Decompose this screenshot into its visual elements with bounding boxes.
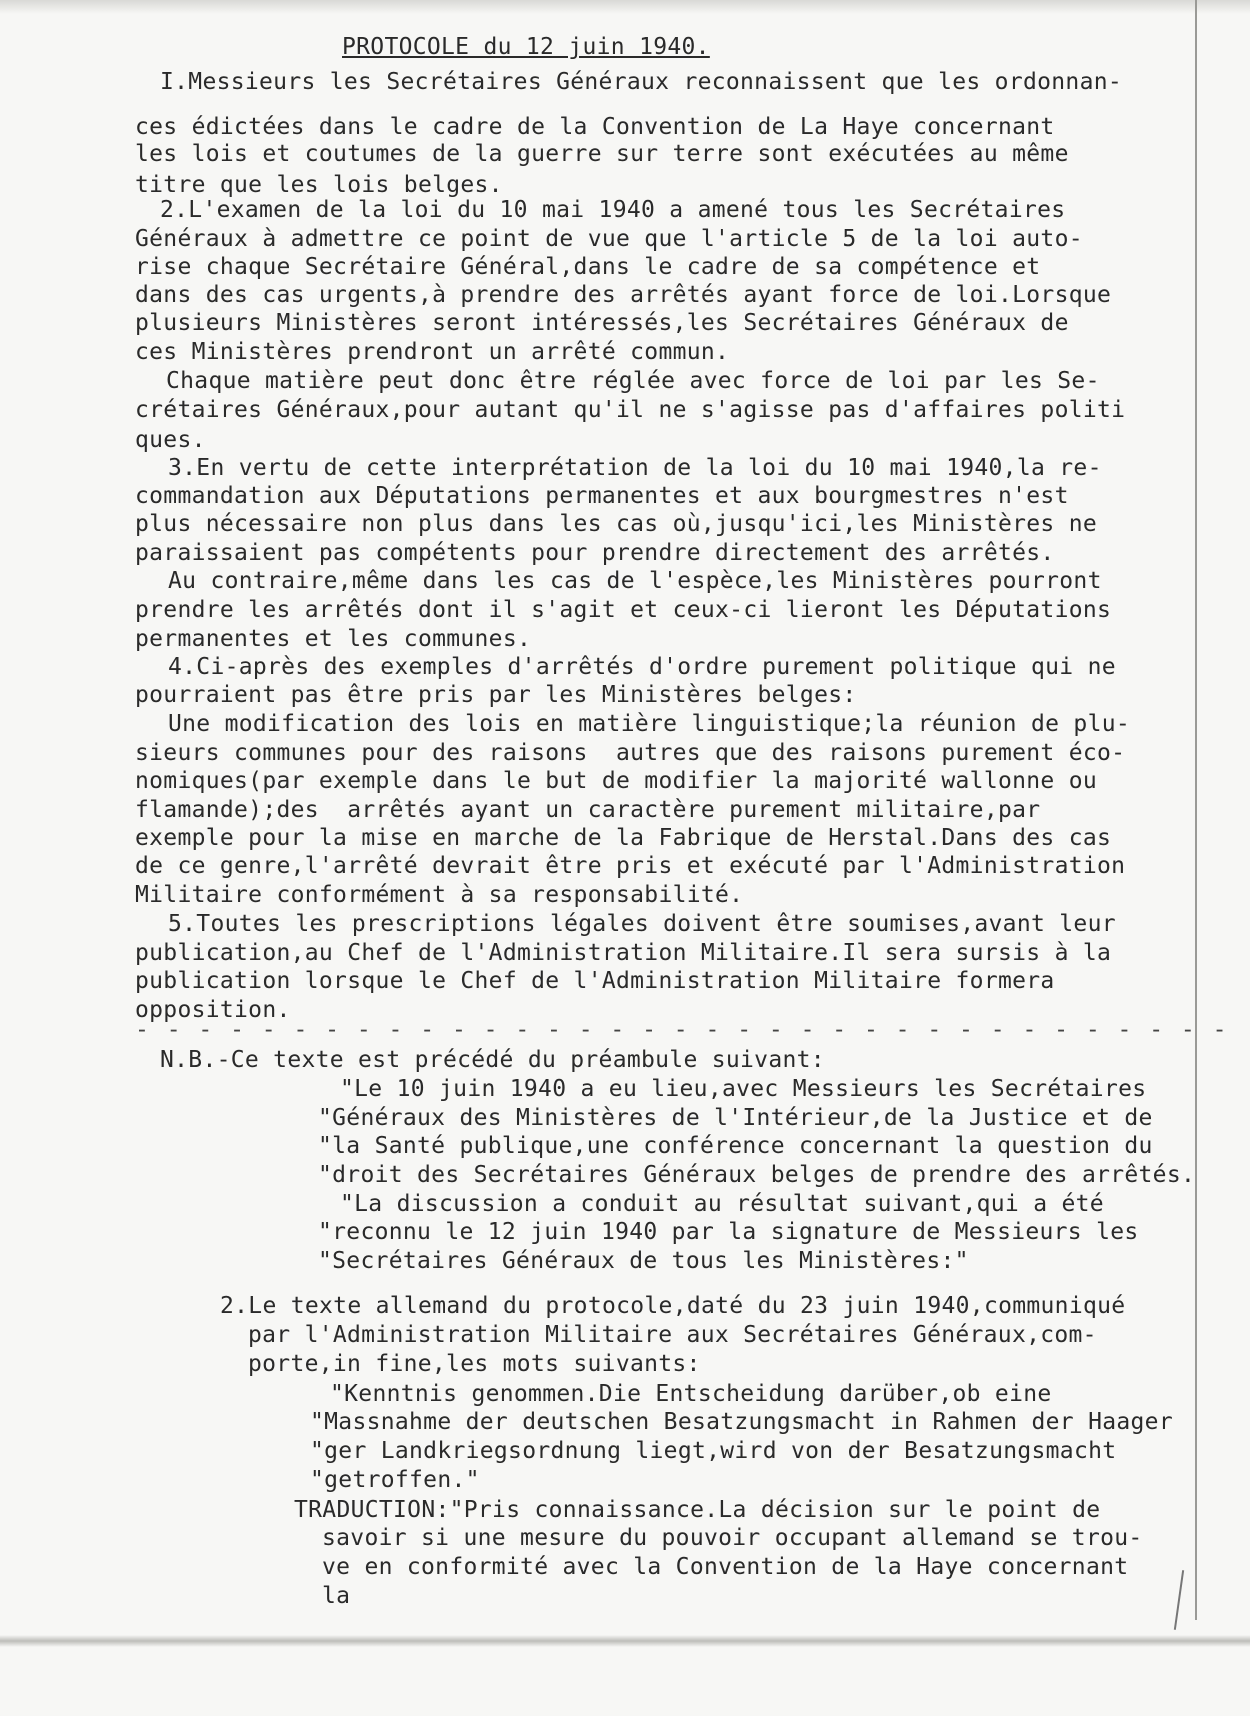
paragraph-line: rise chaque Secrétaire Général,dans le cadre de sa compétence et: [135, 254, 1041, 280]
paragraph-line: publication lorsque le Chef de l'Administration Militaire formera: [135, 968, 1055, 994]
paragraph-line: I.Messieurs les Secrétaires Généraux reconnaissent que les ordonnan-: [160, 69, 1123, 95]
paragraph-line: titre que les lois belges.: [135, 172, 503, 198]
paragraph-line: Généraux à admettre ce point de vue que l'article 5 de la loi auto-: [135, 226, 1083, 252]
paragraph-line: permanentes et les communes.: [135, 626, 532, 652]
german-quote-line: "Massnahme der deutschen Besatzungsmacht in Rahmen der Haager: [310, 1409, 1173, 1435]
paragraph-line: publication,au Chef de l'Administration Militaire.Il sera sursis à la: [135, 940, 1112, 966]
paragraph-line: de ce genre,l'arrêté devrait être pris et exécuté par l'Administration: [135, 853, 1126, 879]
paragraph-line: 2.L'examen de la loi du 10 mai 1940 a amené tous les Secrétaires: [160, 197, 1066, 223]
paragraph-line: nomiques(par exemple dans le but de modifier la majorité wallonne ou: [135, 768, 1098, 794]
paragraph-line: pourraient pas être pris par les Ministères belges:: [135, 682, 857, 708]
note-line: 2.Le texte allemand du protocole,daté du 23 juin 1940,communiqué: [220, 1293, 1126, 1319]
quote-line: "reconnu le 12 juin 1940 par la signature de Messieurs les: [318, 1219, 1139, 1245]
quote-line: "la Santé publique,une conférence concernant la question du: [318, 1133, 1153, 1159]
paragraph-line: 3.En vertu de cette interprétation de la loi du 10 mai 1940,la re-: [168, 455, 1102, 481]
paragraph-line: dans des cas urgents,à prendre des arrêtés ayant force de loi.Lorsque: [135, 282, 1112, 308]
note-line: N.B.-Ce texte est précédé du préambule suivant:: [160, 1047, 825, 1073]
translation-line: TRADUCTION:"Pris connaissance.La décision sur le point de: [294, 1497, 1101, 1523]
quote-line: "Le 10 juin 1940 a eu lieu,avec Messieurs les Secrétaires: [340, 1076, 1147, 1102]
paragraph-line: Au contraire,même dans les cas de l'espèce,les Ministères pourront: [168, 568, 1102, 594]
paragraph-line: prendre les arrêtés dont il s'agit et ceux-ci lieront les Députations: [135, 597, 1112, 623]
paragraph-line: ces Ministères prendront un arrêté commun.: [135, 339, 730, 365]
paragraph-line: flamande);des arrêtés ayant un caractère purement militaire,par: [135, 797, 1041, 823]
note-line: par l'Administration Militaire aux Secrétaires Généraux,com-: [248, 1322, 1097, 1348]
quote-line: "La discussion a conduit au résultat suivant,qui a été: [340, 1191, 1104, 1217]
paragraph-line: plus nécessaire non plus dans les cas où,jusqu'ici,les Ministères ne: [135, 511, 1098, 537]
paragraph-line: ces édictées dans le cadre de la Convention de La Haye concernant: [135, 114, 1055, 140]
german-quote-line: "getroffen.": [310, 1467, 480, 1493]
paragraph-line: ques.: [135, 427, 206, 453]
paragraph-line: les lois et coutumes de la guerre sur terre sont exécutées au même: [135, 141, 1069, 167]
paragraph-line: crétaires Généraux,pour autant qu'il ne s'agisse pas d'affaires politi: [135, 397, 1126, 423]
german-quote-line: "Kenntnis genommen.Die Entscheidung darüber,ob eine: [330, 1381, 1052, 1407]
translation-line: la: [322, 1583, 351, 1609]
paragraph-line: Chaque matière peut donc être réglée avec force de loi par les Se-: [166, 368, 1100, 394]
paragraph-line: exemple pour la mise en marche de la Fabrique de Herstal.Dans des cas: [135, 825, 1112, 851]
paragraph-line: Une modification des lois en matière linguistique;la réunion de plu-: [168, 711, 1131, 737]
quote-line: "Généraux des Ministères de l'Intérieur,de la Justice et de: [318, 1105, 1153, 1131]
quote-line: "droit des Secrétaires Généraux belges de prendre des arrêtés.: [318, 1162, 1196, 1188]
paragraph-line: 5.Toutes les prescriptions légales doivent être soumises,avant leur: [168, 911, 1116, 937]
paragraph-line: commandation aux Députations permanentes et aux bourgmestres n'est: [135, 483, 1069, 509]
note-line: porte,in fine,les mots suivants:: [248, 1351, 701, 1377]
translation-line: ve en conformité avec la Convention de la Haye concernant: [322, 1554, 1129, 1580]
paragraph-line: sieurs communes pour des raisons autres que des raisons purement éco-: [135, 740, 1126, 766]
paragraph-line: opposition.: [135, 997, 291, 1023]
translation-line: savoir si une mesure du pouvoir occupant allemand se trou-: [322, 1525, 1143, 1551]
quote-line: "Secrétaires Généraux de tous les Ministères:": [318, 1248, 969, 1274]
paragraph-line: paraissaient pas compétents pour prendre directement des arrêtés.: [135, 540, 1055, 566]
paragraph-line: 4.Ci-après des exemples d'arrêtés d'ordre purement politique qui ne: [168, 654, 1116, 680]
paragraph-line: plusieurs Ministères seront intéressés,les Secrétaires Généraux de: [135, 310, 1069, 336]
german-quote-line: "ger Landkriegsordnung liegt,wird von der Besatzungsmacht: [310, 1438, 1117, 1464]
dashed-separator: - - - - - - - - - - - - - - - - - - - - - - - - - - - - - - - - - - -: [135, 1017, 1229, 1043]
document-title: PROTOCOLE du 12 juin 1940.: [342, 34, 710, 60]
paragraph-line: Militaire conformément à sa responsabilité.: [135, 882, 744, 908]
